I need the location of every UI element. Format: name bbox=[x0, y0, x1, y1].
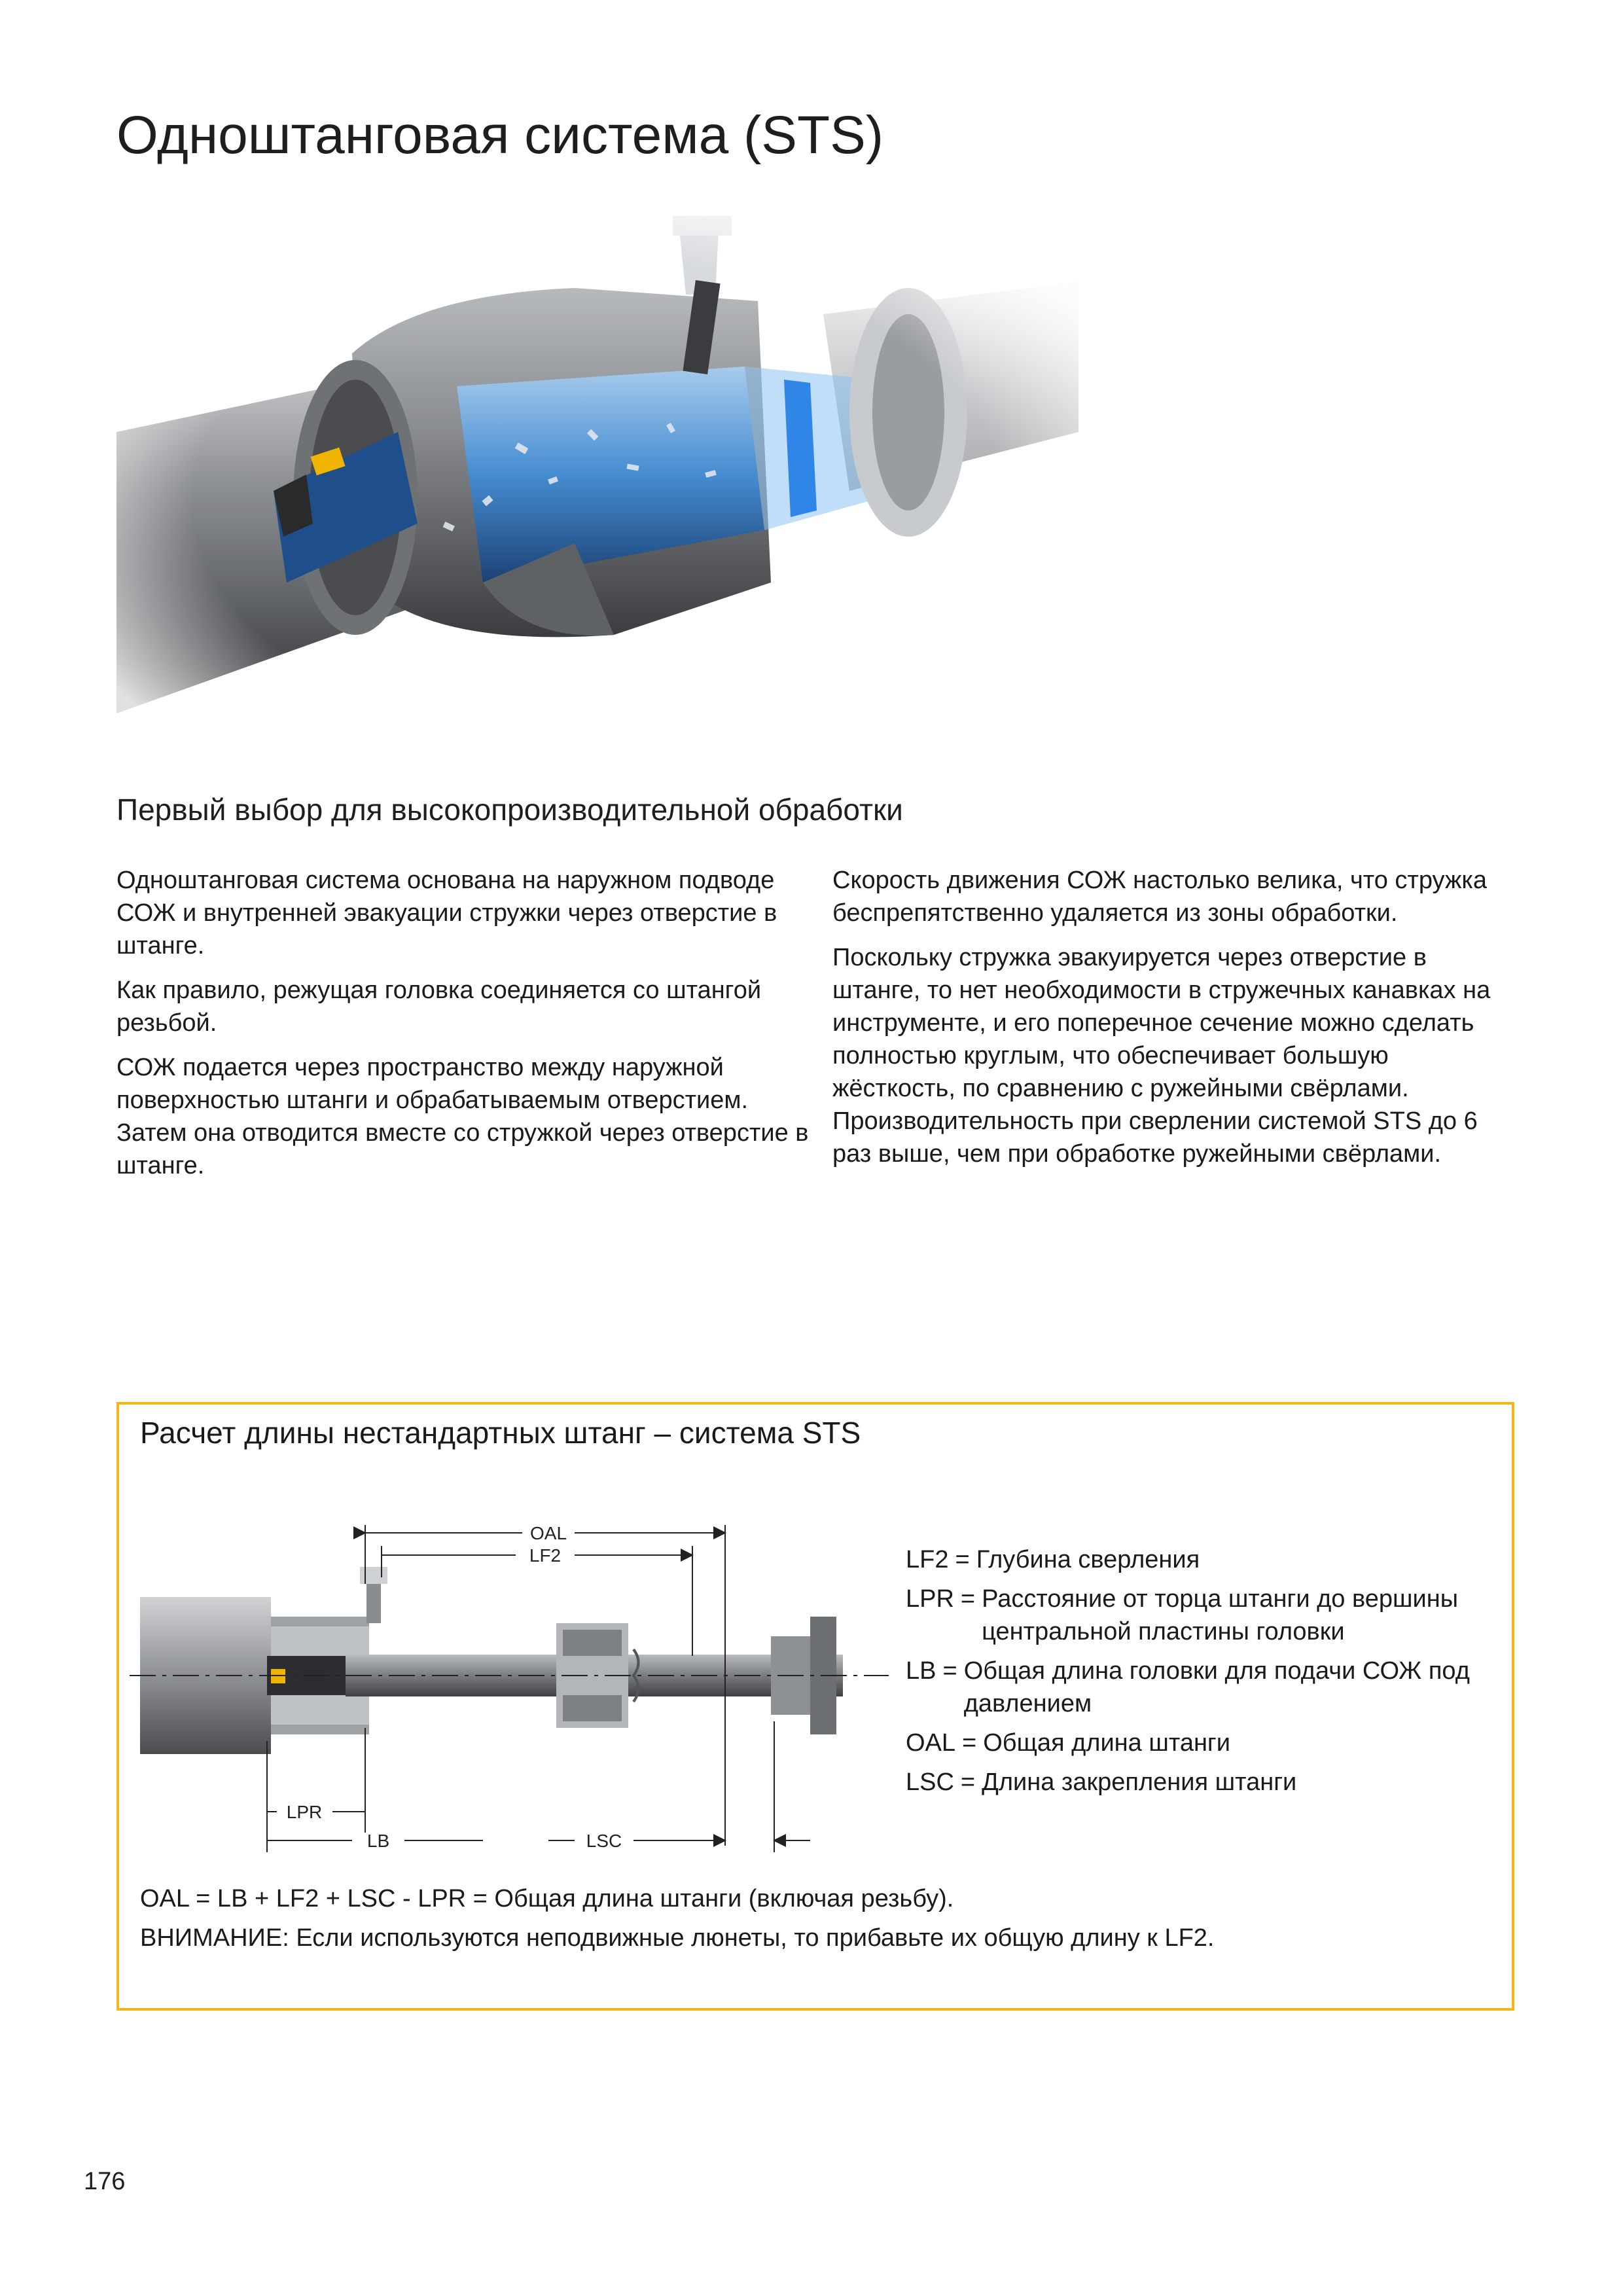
legend-key: LSC bbox=[906, 1768, 954, 1796]
page-title: Одноштанговая система (STS) bbox=[116, 105, 884, 165]
legend-item-lb: LB = Общая длина головки для подачи СОЖ под давлением bbox=[906, 1655, 1495, 1720]
legend-item-lsc: LSC = Длина закрепления штанги bbox=[906, 1766, 1495, 1799]
legend-value: Длина закрепления штанги bbox=[982, 1768, 1297, 1796]
lpr-label: LPR bbox=[286, 1802, 323, 1822]
legend-value: Глубина сверления bbox=[976, 1546, 1200, 1573]
legend-key: LPR bbox=[906, 1585, 954, 1613]
paragraph: Скорость движения СОЖ настолько велика, что стружка беспрепятственно удаляется из зоны обработки. bbox=[832, 867, 1487, 927]
paragraph: Одноштанговая система основана на наружном подводе СОЖ и внутренней эвакуации стружки через отверстие в штанге. bbox=[116, 867, 777, 960]
oal-formula: OAL = LB + LF2 + LSC - LPR = Общая длина штанги (включая резьбу). bbox=[140, 1885, 954, 1912]
page-number: 176 bbox=[84, 2168, 126, 2195]
lsc-label: LSC bbox=[586, 1831, 622, 1851]
sts-dimension-diagram bbox=[116, 1505, 895, 1872]
legend-value: Общая длина штанги bbox=[983, 1729, 1231, 1757]
lf2-label: LF2 bbox=[529, 1545, 562, 1566]
legend-key: LF2 bbox=[906, 1546, 949, 1573]
dimension-legend bbox=[906, 1543, 1495, 1805]
lb-label: LB bbox=[366, 1831, 390, 1851]
legend-item-lf2: LF2 = Глубина сверления bbox=[906, 1543, 1495, 1576]
sts-cutaway-illustration bbox=[116, 216, 1079, 785]
legend-item-lpr: LPR = Расстояние от торца штанги до вершины центральной пластины головки bbox=[906, 1583, 1495, 1648]
legend-value: Общая длина головки для подачи СОЖ под давлением bbox=[963, 1657, 1470, 1717]
paragraph: Как правило, режущая головка соединяется со штангой резьбой. bbox=[116, 977, 762, 1037]
section-subheading: Первый выбор для высокопроизводительной обработки bbox=[116, 793, 903, 827]
box-title: Расчет длины нестандартных штанг – система STS bbox=[140, 1416, 861, 1450]
oal-label: OAL bbox=[529, 1523, 567, 1543]
legend-key: OAL bbox=[906, 1729, 956, 1757]
legend-item-oal: OAL = Общая длина штанги bbox=[906, 1727, 1495, 1759]
warning-note: ВНИМАНИЕ: Если используются неподвижные люнеты, то прибавьте их общую длину к LF2. bbox=[140, 1924, 1215, 1952]
paragraph: Поскольку стружка эвакуируется через отверстие в штанге, то нет необходимости в стружечных канавках на инструменте, и его поперечное сечение можно сделать полностью круглым, что обеспечивает большую жёсткость, по сравнению с ружейными свёрлами. Производительность при сверлении системой STS до 6 раз выше, чем при обработке ружейными свёрлами. bbox=[832, 944, 1491, 1168]
paragraph: СОЖ подается через пространство между наружной поверхностью штанги и обрабатываемым отверстием. Затем она отводится вместе со стружкой через отверстие в штанге. bbox=[116, 1054, 809, 1179]
legend-value: Расстояние от торца штанги до вершины центральной пластины головки bbox=[982, 1585, 1459, 1645]
text-column-right bbox=[832, 864, 1513, 1182]
text-column-left bbox=[116, 864, 810, 1194]
legend-key: LB bbox=[906, 1657, 936, 1685]
